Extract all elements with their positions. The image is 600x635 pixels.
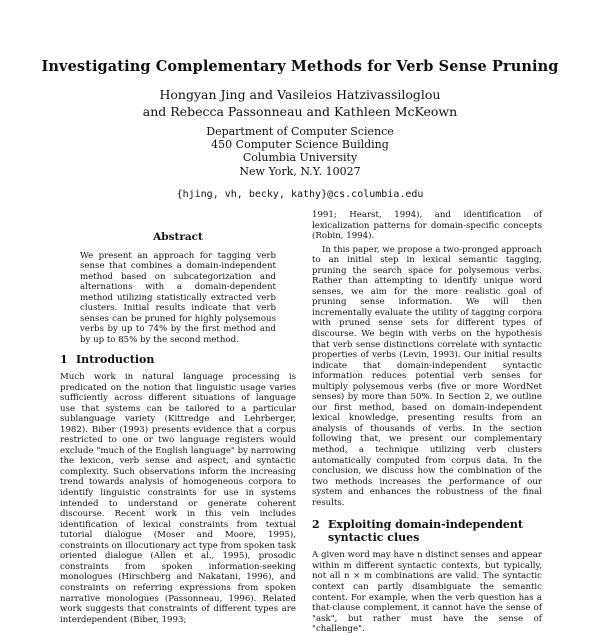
right-column bbox=[312, 210, 542, 635]
section-2-title-line-1: Exploiting domain-independent bbox=[328, 518, 523, 532]
section-1-heading bbox=[60, 355, 296, 366]
affiliation-department: Department of Computer Science bbox=[206, 125, 394, 138]
paper-title: Investigating Complementary Methods for Verb Sense Pruning bbox=[41, 58, 559, 75]
continuation-paragraph: 1991; Hearst, 1994), and identification of lexicalization patterns for domain-specific concepts (Robin, 1994). bbox=[312, 210, 542, 242]
abstract-heading: Abstract bbox=[153, 231, 203, 243]
affiliation-city: New York, N.Y. 10027 bbox=[239, 164, 361, 178]
left-column bbox=[60, 232, 296, 625]
affiliation-building: 450 Computer Science Building bbox=[211, 138, 389, 152]
proposal-paragraph: In this paper, we propose a two-pronged approach to an initial step in lexical semantic tagging, pruning the search space for polysemous verbs. Rather than attempting to identify unique word senses, we aim for the more realistic goal of pruning sense information. We will then incrementally evaluate the utility of tagging corpora with pruned sense sets for different types of discourse. We begin with verbs on the hypothesis that verb sense distinctions correlate with syntactic properties of verbs (Levin, 1993). Our initial results indicate that domain-independent syntactic information reduces potential verb senses for multiply polysemous verbs (five or more WordNet senses) by more than 50%. In Section 2, we outline our first method, based on domain-independent lexical knowledge, presenting results from an analysis of thousands of verbs. In the section following that, we present our complementary method, a technique utilizing verb clusters automatically computed from corpus data. In the conclusion, we discuss how the combination of the two methods increases the performance of our system and enhances the robustness of the final results. bbox=[312, 244, 542, 508]
authors-line-2: and Rebecca Passonneau and Kathleen McKeown bbox=[142, 104, 458, 119]
author-list bbox=[0, 86, 600, 120]
affiliation bbox=[0, 125, 600, 201]
section-1-paragraph: Much work in natural language processing is predicated on the notion that linguistic usage varies sufficiently across different situations of language use that systems can be tailored to a particular sublanguage variety (Kittredge and Lehrberger, 1982). Biber (1993) presents evidence that a corpus restricted to one or two language registers would exclude "much of the English language" by narrowing the lexicon, verb sense and aspect, and syntactic complexity. Such observations inform the increasing trend towards analysis of homogeneous corpora to identify linguistic constraints for use in systems intended to understand or generate coherent discourse. Recent work in this vein includes identification of lexical constraints from textual tutorial dialogue (Moser and Moore, 1995), constraints on illocutionary act type from spoken task oriented dialogue (Allen et al., 1995), prosodic constraints from spoken information-seeking monologues (Hirschberg and Nakatani, 1996), and constraints on referring expressions from spoken narrative monologues (Passonneau, 1996). Related work suggests that constraints of different types are interdependent (Biber, 1993; bbox=[60, 372, 296, 625]
section-2-title-line-2: syntactic clues bbox=[328, 531, 420, 545]
section-2-paragraph: A given word may have n distinct senses and appear within m different syntactic contexts, but typically, not all n × m combinations are valid. The syntactic context can partly disambiguate the semantic content. For example, when the verb question has a that-clause complement, it cannot have the sense of "ask", but rather must have the sense of "challenge". bbox=[312, 550, 542, 635]
authors-line-1: Hongyan Jing and Vasileios Hatzivassiloglou bbox=[159, 87, 441, 102]
section-2-title bbox=[328, 518, 523, 544]
author-emails: {hjing, vh, becky, kathy}@cs.columbia.edu bbox=[176, 188, 424, 200]
section-1-number: 1 bbox=[60, 353, 68, 367]
section-2-heading bbox=[312, 518, 542, 544]
abstract-text: We present an approach for tagging verb sense that combines a domain-independent method based on subcategorization and alternations with a domain-dependent method utilizing statistically extracted verb clusters. Initial results indicate that verb senses can be pruned for highly polysemous verbs by up to 74% by the first method and by up to 85% by the second method. bbox=[80, 250, 276, 345]
section-1-title: Introduction bbox=[76, 353, 155, 367]
section-2-number: 2 bbox=[312, 518, 320, 532]
affiliation-university: Columbia University bbox=[242, 151, 358, 165]
